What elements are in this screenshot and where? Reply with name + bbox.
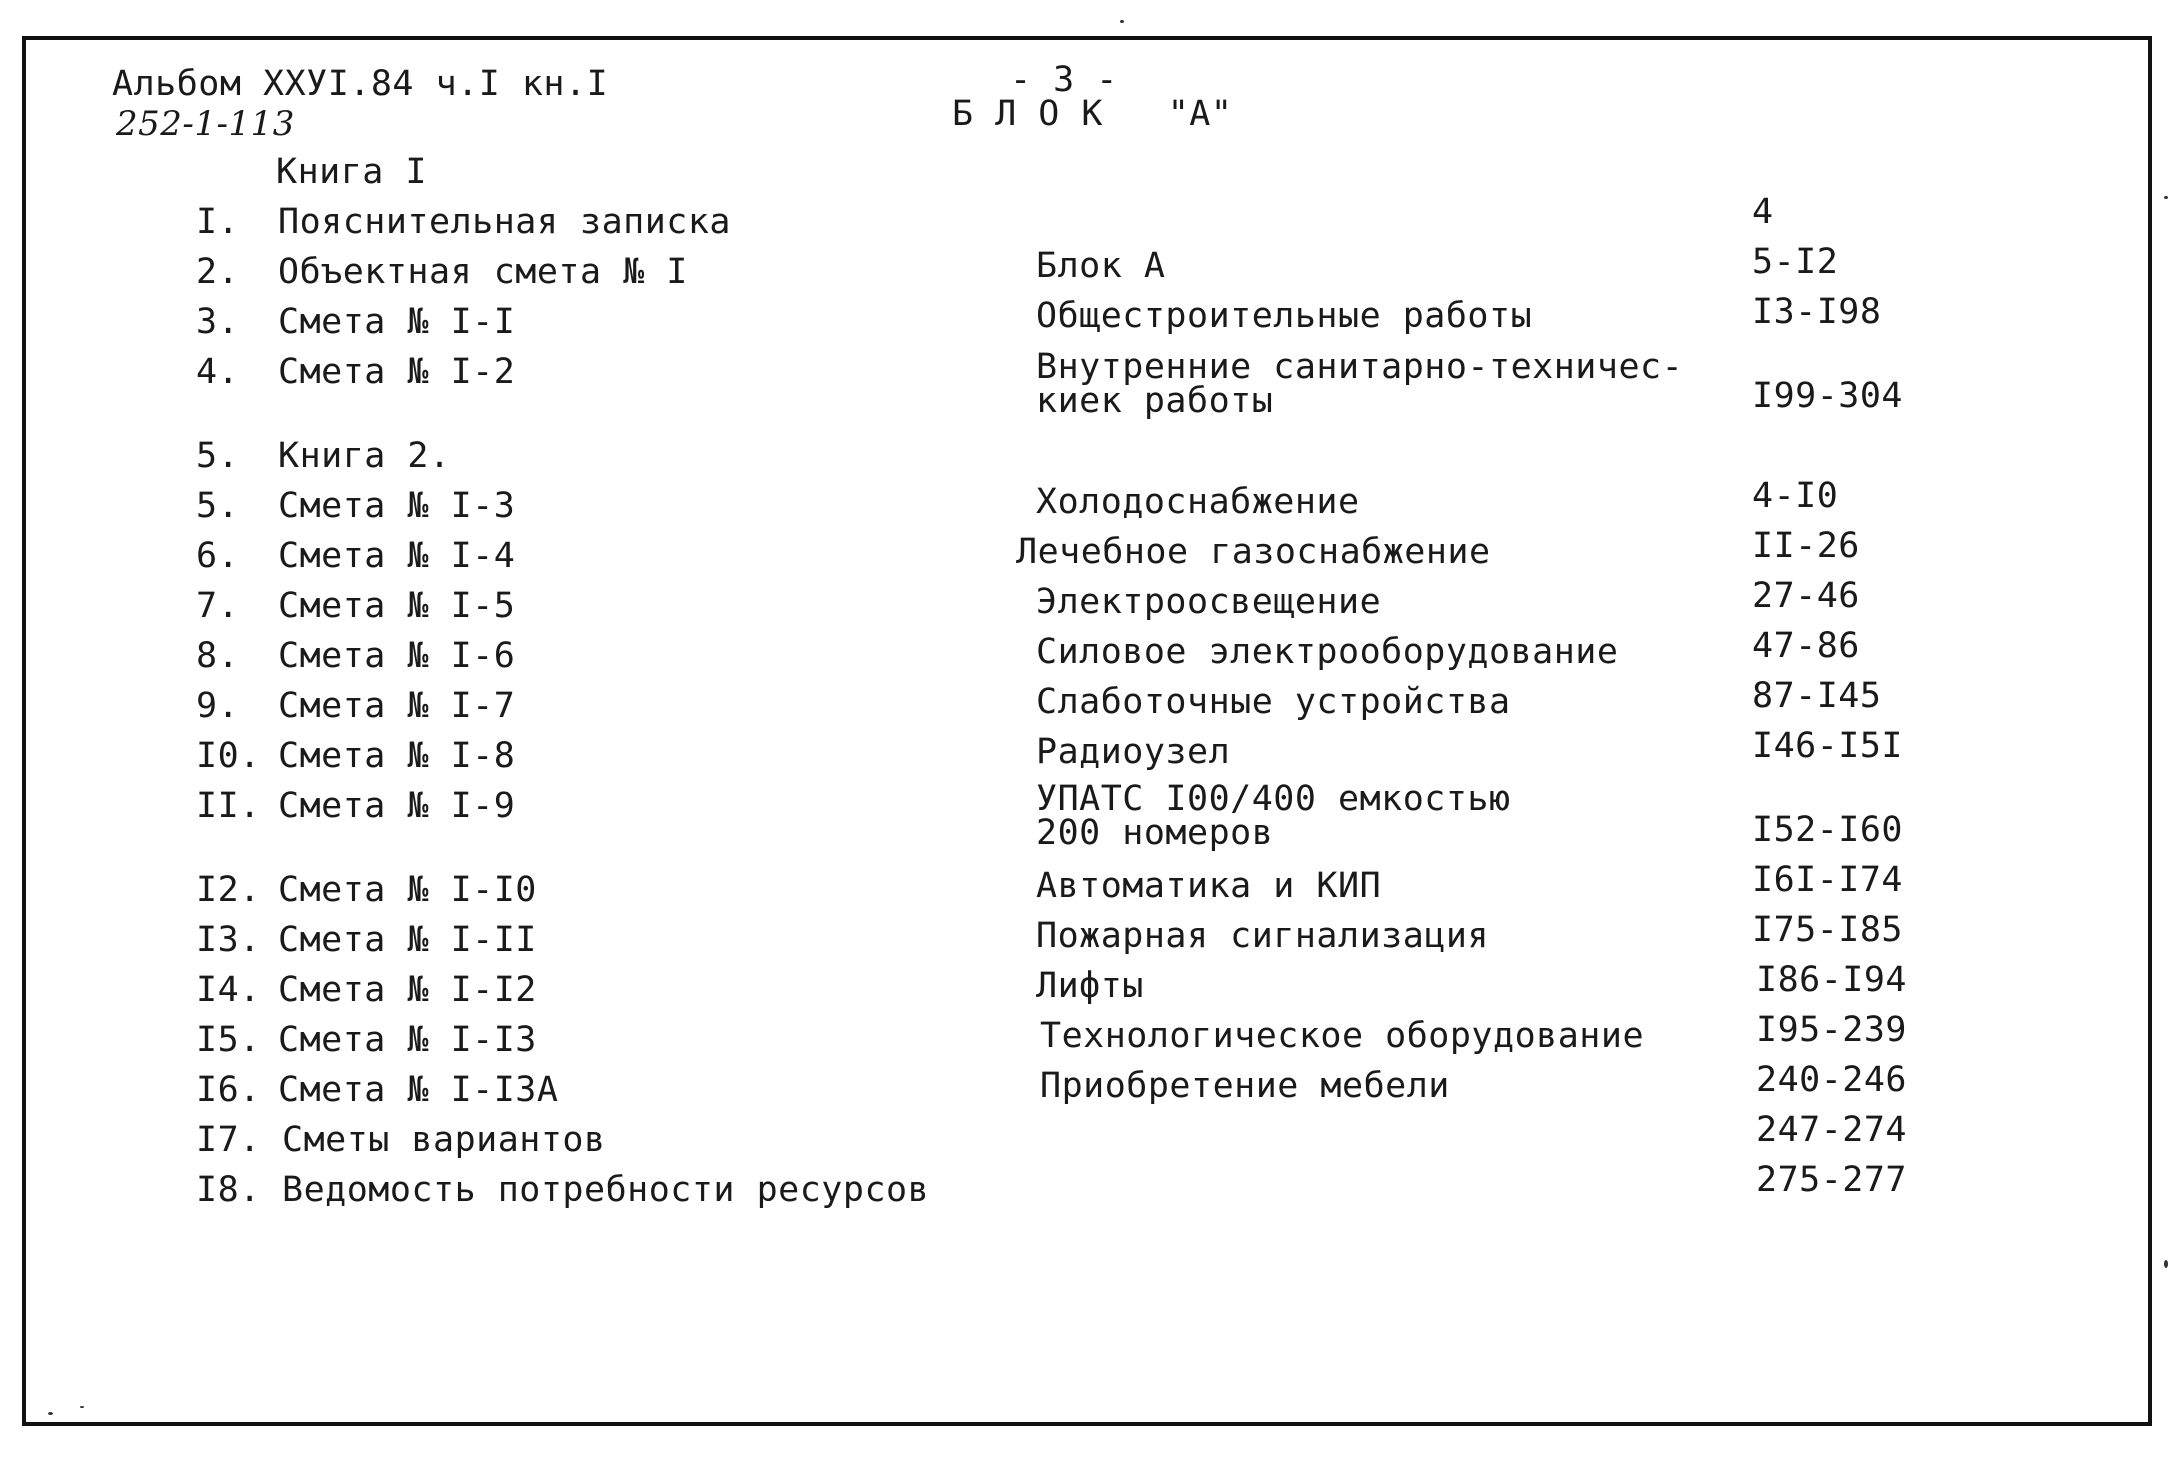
- item-name: Смета № I-4: [278, 536, 516, 576]
- item-pages: I52-I60: [1752, 810, 1904, 850]
- item-pages: I95-239: [1756, 1010, 1908, 1050]
- item-number: 2.: [196, 252, 240, 292]
- book-2-heading: Книга 2.: [278, 436, 451, 476]
- item-name: Объектная смета № I: [278, 252, 688, 292]
- item-number: I7.: [196, 1120, 261, 1160]
- item-pages: 47-86: [1752, 626, 1860, 666]
- item-number: I6.: [196, 1070, 261, 1110]
- scan-speck: [48, 1412, 53, 1415]
- item-name: Смета № I-5: [278, 586, 516, 626]
- item-section: Радиоузел: [1036, 732, 1231, 772]
- handwritten-code: 252-1-113: [116, 104, 295, 144]
- scan-speck: [2164, 196, 2168, 199]
- scan-speck: [80, 1406, 84, 1408]
- item-section: Лечебное газоснабжение: [1016, 532, 1491, 572]
- block-title: Б Л О К "А": [952, 94, 1233, 134]
- item-pages: I3-I98: [1752, 292, 1882, 332]
- item-section: Технологическое оборудование: [1040, 1016, 1645, 1056]
- item-number: 6.: [196, 536, 240, 576]
- item-name: Смета № I-I3А: [278, 1070, 559, 1110]
- item-pages: I99-304: [1752, 376, 1904, 416]
- item-section: Внутренние санитарно-техничес- киек работы: [1036, 347, 1684, 421]
- item-number: 5.: [196, 486, 240, 526]
- item-section: Автоматика и КИП: [1036, 866, 1382, 906]
- item-name: Смета № I-I3: [278, 1020, 537, 1060]
- scan-speck: [1120, 20, 1124, 23]
- item-number: I5.: [196, 1020, 261, 1060]
- item-section: Холодоснабжение: [1036, 482, 1360, 522]
- item-number: 9.: [196, 686, 240, 726]
- item-pages: 5-I2: [1752, 242, 1839, 282]
- item-name: Сметы вариантов: [282, 1120, 606, 1160]
- item-pages: 87-I45: [1752, 676, 1882, 716]
- item-name: Смета № I-6: [278, 636, 516, 676]
- item-number: I0.: [196, 736, 261, 776]
- item-name: Пояснительная записка: [278, 202, 732, 242]
- item-section: Лифты: [1036, 966, 1144, 1006]
- item-pages: 27-46: [1752, 576, 1860, 616]
- item-pages: 247-274: [1756, 1110, 1908, 1150]
- item-section: Слаботочные устройства: [1036, 682, 1511, 722]
- item-name: Смета № I-3: [278, 486, 516, 526]
- item-pages: 275-277: [1756, 1160, 1908, 1200]
- item-number: 5.: [196, 436, 240, 476]
- item-pages: I86-I94: [1756, 960, 1908, 1000]
- item-number: I.: [196, 202, 240, 242]
- item-number: 4.: [196, 352, 240, 392]
- item-number: 3.: [196, 302, 240, 342]
- item-number: II.: [196, 786, 261, 826]
- item-name: Ведомость потребности ресурсов: [282, 1170, 930, 1210]
- item-pages: II-26: [1752, 526, 1860, 566]
- item-name: Смета № I-II: [278, 920, 537, 960]
- item-number: I4.: [196, 970, 261, 1010]
- book-1-heading: Книга I: [276, 152, 428, 192]
- item-section: Приобретение мебели: [1040, 1066, 1450, 1106]
- item-name: Смета № I-8: [278, 736, 516, 776]
- page-number: - 3 -: [1010, 60, 1118, 100]
- item-section: Общестроительные работы: [1036, 296, 1533, 336]
- item-section: Пожарная сигнализация: [1036, 916, 1490, 956]
- item-name: Смета № I-I2: [278, 970, 537, 1010]
- album-label: Альбом XXУI.84 ч.I кн.I: [112, 64, 609, 104]
- item-name: Смета № I-9: [278, 786, 516, 826]
- item-number: I8.: [196, 1170, 261, 1210]
- item-number: 7.: [196, 586, 240, 626]
- item-number: I2.: [196, 870, 261, 910]
- item-pages: I46-I5I: [1752, 726, 1904, 766]
- item-section: Блок А: [1036, 246, 1166, 286]
- item-pages: I6I-I74: [1752, 860, 1904, 900]
- item-number: I3.: [196, 920, 261, 960]
- item-name: Смета № I-7: [278, 686, 516, 726]
- item-name: Смета № I-2: [278, 352, 516, 392]
- item-section: Электроосвещение: [1036, 582, 1382, 622]
- item-number: 8.: [196, 636, 240, 676]
- item-pages: 240-246: [1756, 1060, 1908, 1100]
- item-pages: 4-I0: [1752, 476, 1839, 516]
- item-name: Смета № I-I0: [278, 870, 537, 910]
- item-pages: I75-I85: [1752, 910, 1904, 950]
- item-pages: 4: [1752, 192, 1774, 232]
- item-section: Силовое электрооборудование: [1036, 632, 1619, 672]
- item-section: УПАТС I00/400 емкостью 200 номеров: [1036, 779, 1511, 853]
- item-name: Смета № I-I: [278, 302, 516, 342]
- scan-speck: [2164, 1260, 2168, 1268]
